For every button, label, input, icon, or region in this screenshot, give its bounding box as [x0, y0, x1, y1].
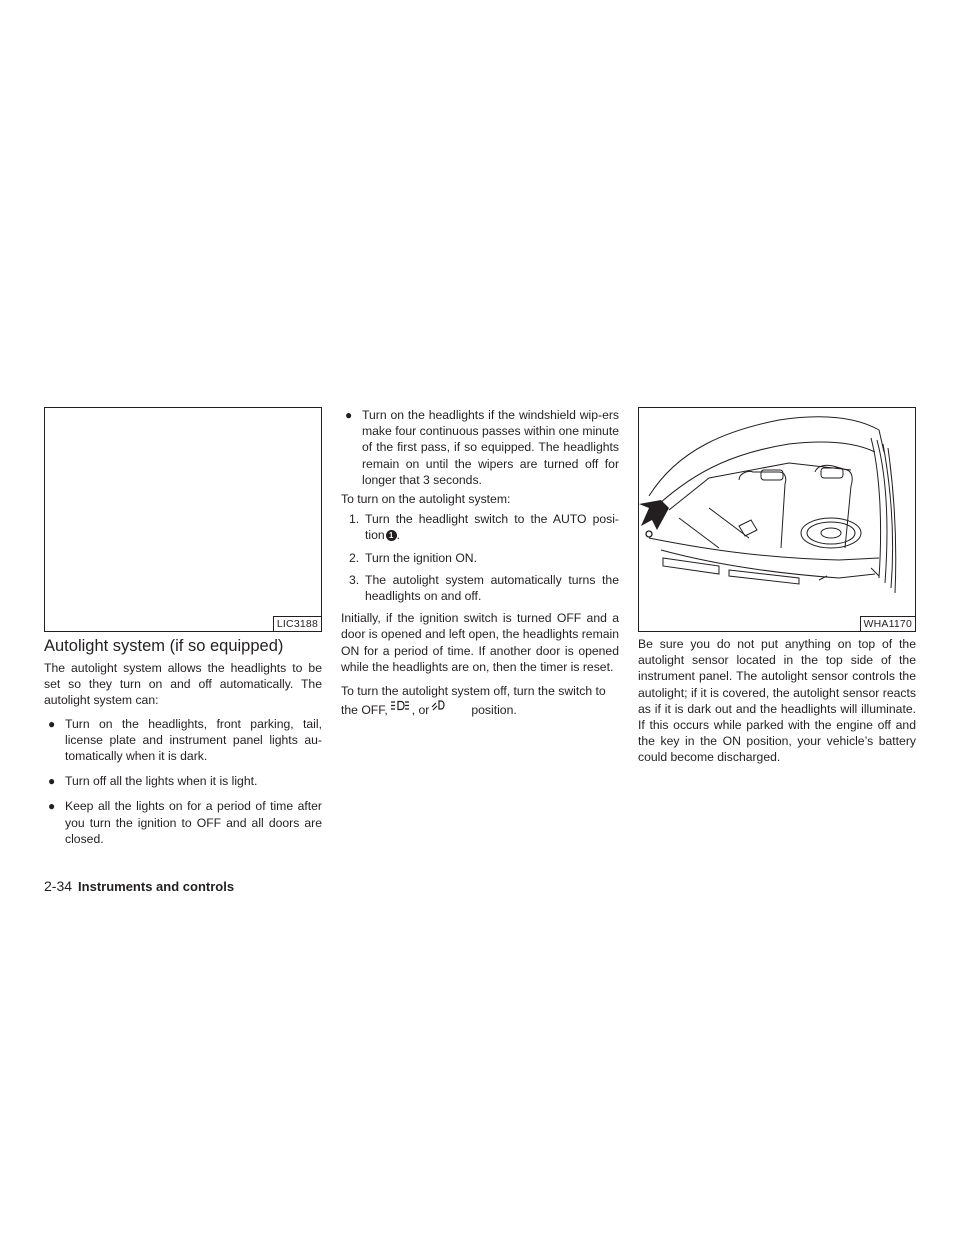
- bullet-icon: ●: [48, 774, 56, 789]
- bullet-icon: ●: [48, 799, 56, 814]
- column-2: [341, 407, 619, 725]
- left-figure-code: LIC3188: [273, 616, 321, 631]
- section-title: Instruments and controls: [78, 879, 235, 894]
- step-item: 3. The autolight system automatically turns the headlights on and off.: [349, 572, 619, 604]
- initially-paragraph: Initially, if the ignition switch is turned OFF and a door is opened and left open, the headlights remain ON for a period of time. If another door is opened while the headlights are on, then the timer is reset.: [341, 611, 619, 674]
- step-item: 1. Turn the headlight switch to the AUTO posi-tion 1 .: [349, 512, 619, 543]
- list-item: ● Turn on the headlights, front parking, tail, license plate and instrument panel lights au-tomatically when it is dark.: [48, 716, 322, 764]
- turn-on-intro: To turn on the autolight system:: [341, 492, 511, 507]
- column-1: [44, 636, 322, 856]
- sensor-arrow: [639, 500, 669, 530]
- section-heading: Autolight system (if so equipped): [44, 637, 284, 655]
- left-figure: [44, 407, 322, 632]
- list-item: ● Turn on the headlights if the windshield wip-ers make four continuous passes within one minute of the first pass, if so equipped. The headlights remain on until the wipers are turned off for longer that 3 seconds.: [345, 408, 619, 487]
- autolight-sensor: [646, 531, 652, 537]
- list-item: ● Keep all the lights on for a period of time after you turn the ignition to OFF and all doors are closed.: [48, 799, 322, 846]
- page-number: 2-34: [44, 878, 73, 894]
- bullet-icon: ●: [345, 408, 353, 422]
- circled-number-1-icon: 1: [386, 530, 397, 541]
- parking-light-icon: [431, 699, 447, 715]
- bullet-icon: ●: [48, 716, 56, 731]
- sensor-paragraph: Be sure you do not put anything on top of the autolight sensor located in the top side of the instrument panel. The autolight sensor controls the autolight; if it is covered, the autolight sensor reacts as if it is dark out and the headlights will illuminate. If this occurs while parked with the engine off and the key in the ON position, your vehicle’s battery could become discharged.: [638, 637, 916, 765]
- intro-paragraph: The autolight system allows the headlights to be set so they turn on and off automatically. The autolight system can:: [44, 661, 322, 708]
- headlight-icon: [390, 699, 410, 715]
- step-item: 2. Turn the ignition ON.: [349, 550, 477, 565]
- right-figure-code: WHA1170: [860, 616, 915, 631]
- list-item: ● Turn off all the lights when it is light.: [48, 774, 258, 789]
- page-footer: [44, 878, 234, 894]
- right-figure: [638, 407, 916, 632]
- turn-on-steps: [341, 511, 619, 604]
- car-interior-illustration: [639, 408, 915, 631]
- wiper-bullet-list: [341, 407, 619, 488]
- turn-off-paragraph: To turn the autolight system off, turn the switch to the OFF, , or position.: [341, 684, 606, 718]
- capabilities-list: [44, 716, 322, 847]
- column-3: [638, 636, 916, 773]
